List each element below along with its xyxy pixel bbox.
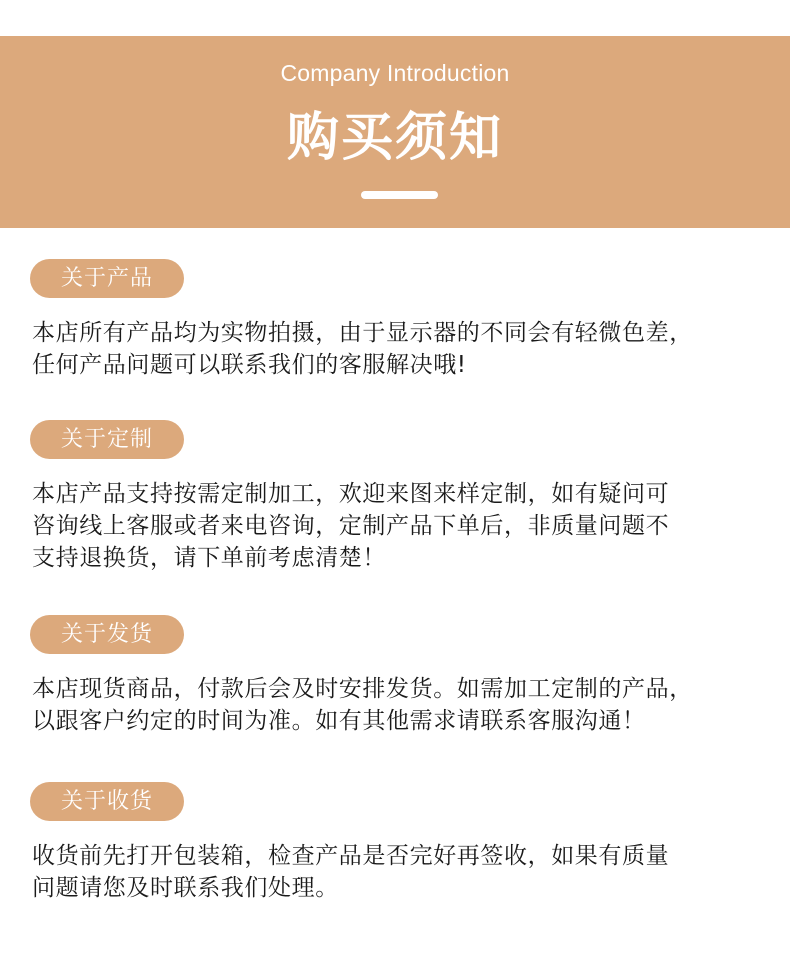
section-text-receiving [32,840,780,904]
text-line: 本店所有产品均为实物拍摄，由于显示器的不同会有轻微色差， [32,320,693,346]
text-line: 咨询线上客服或者来电咨询，定制产品下单后，非质量问题不 [32,513,670,539]
page-title: 购买须知 [286,108,503,168]
title-underline [361,191,438,199]
section-label-product: 关于产品 [30,259,184,298]
text-line: 支持退换货，请下单前考虑清楚！ [32,545,386,571]
text-line: 本店现货商品，付款后会及时安排发货。如需加工定制的产品， [32,676,693,702]
section-label-custom: 关于定制 [30,420,184,459]
text-line: 本店产品支持按需定制加工，欢迎来图来样定制，如有疑问可 [32,481,670,507]
header-subtitle: Company Introduction [280,60,510,86]
text-line: 问题请您及时联系我们处理。 [32,875,339,901]
section-text-shipping [32,673,780,737]
text-line: 以跟客户约定的时间为准。如有其他需求请联系客服沟通！ [32,708,646,734]
text-line: 收货前先打开包装箱，检查产品是否完好再签收，如果有质量 [32,843,670,869]
section-text-product [32,317,780,381]
section-text-custom [32,478,780,574]
header-banner [0,36,790,228]
section-label-shipping: 关于发货 [30,615,184,654]
section-label-receiving: 关于收货 [30,782,184,821]
text-line: 任何产品问题可以联系我们的客服解决哦! [32,352,467,378]
